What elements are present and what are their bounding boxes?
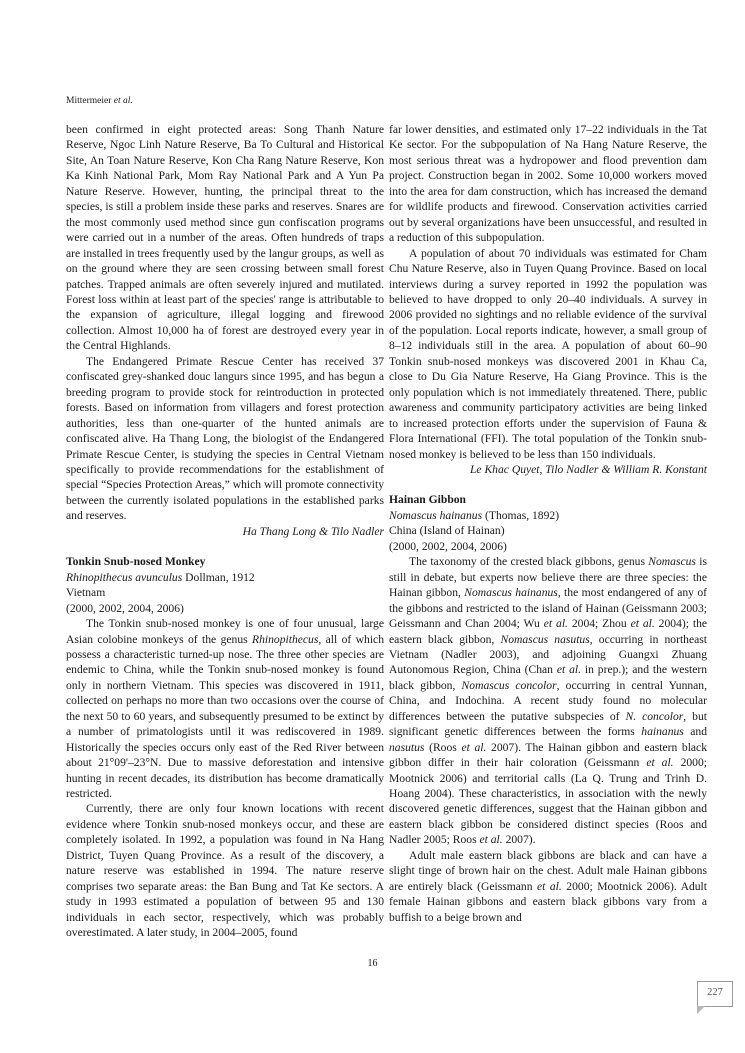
section-gap — [66, 539, 384, 554]
section-heading-hainan: Hainan Gibbon — [389, 493, 467, 507]
text-run: , occurring in northeast Vietnam (Nadler 2003), and adjoining Guangxi Zhuang Autonomous Region, China (Chan — [389, 632, 708, 677]
text-run: , but significant genetic differences between the forms — [389, 709, 707, 739]
right-para-1: far lower densities, and estimated only 17–22 individuals in the Tat Ke sector. For the subpopulation of Na Hang Nature Reserve, the most serious threat was a hydropower and flood prevention dam project. Construction began in 2002. Some 10,000 workers moved into the area for dam construction, which has increased the demand for wildlife products and firewood. Conservation activities carried out by several organizations have been unsuccessful, and resulted in a reduction of this subpopulation. — [389, 123, 707, 245]
tonkin-para-1-a: The Tonkin snub-nosed monkey is one of four unusual, large Asian colobine monkeys of the genus — [66, 617, 384, 646]
italic-term: et al. — [630, 617, 655, 631]
hainan-para-1 — [389, 554, 707, 848]
signature-ha-thang-long: Ha Thang Long & Tilo Nadler — [242, 524, 384, 538]
italic-term: Nomascus nasutus — [500, 632, 590, 646]
right-column — [389, 122, 707, 925]
text-run: 2000; Mootnick 2006) and territorial calls (La Q. Trung and Trinh D. Hoang 2004). These characteristics, in association with the newly discovered genetic differences, suggest that the Hainan gibbon and eastern black gibbon be considered distinct species (Roos and Nadler 2005; Roos — [389, 756, 707, 847]
italic-term: et al. — [646, 756, 674, 770]
italic-term: et al. — [556, 663, 582, 677]
text-run: 2007). The Hainan gibbon and eastern black gibbon differ in their hair coloration (Geissmann — [389, 740, 708, 770]
italic-term: Nomascus concolor — [461, 678, 557, 692]
hainan-years: (2000, 2002, 2004, 2006) — [389, 539, 507, 553]
text-run: is still in debate, but experts now believe there are three species: the Hainan gibbon, — [389, 555, 707, 600]
hainan-country: China (Island of Hainan) — [389, 524, 505, 538]
text-run: , occurring in central Yunnan, China, and Indochina. A recent study found no molecular differences between the putative subspecies of — [389, 678, 708, 723]
page-number: 16 — [367, 958, 378, 969]
tonkin-para-1-b: , all of which possess a characteristic turned-up nose. The three other species are endemic to China, while the Tonkin snub-nosed monkey is found only in northern Vietnam. This species was discovered in 1911, collected on perhaps no more than two occasions over the course of the next 50 to 60 years, and subsequently presumed to be extinct by a number of primatologists until it was rediscovered in 1989. Historically the species occurs only east of the Red River between about 21°09'–23°N. Due to massive deforestation and intensive hunting in recent decades, its distribution has become dramatically restricted. — [66, 632, 384, 801]
running-head-etal: et al. — [113, 96, 133, 106]
italic-term: Nomascus — [648, 555, 696, 569]
italic-term: et al. — [461, 740, 487, 754]
tonkin-country: Vietnam — [66, 586, 106, 600]
text-run: The taxonomy of the crested black gibbons, genus — [409, 555, 649, 569]
left-column — [66, 122, 384, 941]
page-corner-label: 227 — [697, 981, 733, 1007]
italic-term: et al. — [537, 879, 562, 893]
page-corner-fold — [697, 1006, 705, 1014]
hainan-sci-name: Nomascus hainanus — [389, 508, 483, 522]
text-run: in prep.); and the western black gibbon, — [389, 663, 707, 692]
tonkin-para-2: Currently, there are only four known locations with recent evidence where Tonkin snub-nosed monkeys occur, and these are completely isolated. In 1992, a population was found in Na Hang District, Tuyen Quang Province. As a result of the discovery, a nature reserve was established in 1994. The nature reserve comprises two separate areas: the Ban Bung and Tat Ke sectors. A study in 1993 estimated a population of between 95 and 130 individuals in each sector, respectively, which was probably overestimated. A later study, in 2004–2005, found — [66, 802, 384, 940]
text-run: 2007). — [502, 833, 536, 847]
tonkin-sci-name: Rhinopithecus avunculus — [66, 570, 183, 584]
tonkin-authority: Dollman, 1912 — [185, 570, 255, 584]
text-run: 2004); the eastern black gibbon, — [389, 617, 708, 646]
text-run: Adult male eastern black gibbons are black and can have a slight tinge of brown hair on the chest. Adult male Hainan gibbons are entirely black (Geissmann — [389, 848, 707, 893]
right-para-2: A population of about 70 individuals was estimated for Cham Chu Nature Reserve, also in Tuyen Quang Province. Based on local interviews during a survey reported in 1992 the population was believed to have dropped to only 20–40 individuals. A survey in 2006 provided no sightings and no reliable evidence of the survival of the population. Local reports indicate, however, a small group of 8–12 individuals still in the area. A population of about 60–90 Tonkin snub-nosed monkeys was discovered 2001 in Khau Ca, close to Du Gia Nature Reserve, Ha Giang Province. This is the only population which is not immediately threatened. There, public awareness and community participatory activities are being linked to increased protection efforts under the supervision of Fauna & Flora International (FFI). The total population of the Tonkin snub-nosed monkey is believed to be less than 150 individuals. — [389, 246, 707, 461]
italic-term: hainanus — [641, 725, 684, 739]
italic-term: et al. — [543, 617, 568, 631]
section-gap-right — [389, 477, 707, 492]
hainan-para-2 — [389, 848, 707, 925]
tonkin-scientific-name — [66, 570, 384, 585]
hainan-scientific-name — [389, 508, 707, 523]
running-head — [66, 96, 133, 106]
text-run: 2000; Mootnick 2006). Adult female Hainan gibbons and eastern black gibbons vary from a buffish to a beige brown and — [389, 879, 707, 924]
italic-term: Nomascus hainanus — [464, 586, 558, 600]
italic-term: et al. — [479, 833, 503, 847]
italic-term: nasutus — [389, 740, 425, 754]
text-run: (Roos — [424, 740, 462, 754]
hainan-authority: (Thomas, 1892) — [485, 508, 560, 522]
text-run: 2004; Zhou — [567, 617, 631, 631]
text-run: , the most endangered of any of the gibbons and restricted to the island of Hainan (Geissmann 2003; Geissmann and Chan 2004; Wu — [389, 586, 707, 631]
text-run: and — [683, 725, 707, 739]
tonkin-years: (2000, 2002, 2004, 2006) — [66, 601, 184, 615]
signature-le-khac-quyet: Le Khac Quyet, Tilo Nadler & William R. Konstant — [469, 462, 707, 476]
italic-term: N. concolor — [625, 709, 684, 723]
left-para-1: been confirmed in eight protected areas: Song Thanh Nature Reserve, Ngoc Linh Nature Reserve, Ba To Cultural and Historical Site, An Toan Nature Reserve, Kon Cha Rang Nature Reserve, Kon Ka Kinh National Park, Mom Ray National Park and A Yun Pa Nature Reserve. However, hunting, the principal threat to the species, is still a problem inside these parks and reserves. Snares are the most commonly used method since gun confiscation programs were carried out in a number of the areas. Often hundreds of traps are installed in trees frequently used by the langur groups, as well as on the ground where they are seen crossing between small forest patches. Trapped animals are often severely injured and mutilated. Forest loss within at least part of the species' range is attributable to the expansion of agriculture, illegal logging and firewood collection. Almost 10,000 ha of forest are destroyed every year in the Central Highlands. — [66, 123, 384, 353]
section-heading-tonkin: Tonkin Snub-nosed Monkey — [66, 555, 206, 569]
running-head-author: Mittermeier — [66, 96, 112, 106]
left-para-2: The Endangered Primate Rescue Center has received 37 confiscated grey-shanked douc langurs since 1995, and has begun a breeding program to provide stock for reintroduction in protected forests. Based on information from villagers and forest protection authorities, less than one-quarter of the hunted animals are confiscated alive. Ha Thang Long, the biologist of the Endangered Primate Rescue Center, is studying the species in Central Vietnam specifically to provide recommendations for the establishment of special “Species Protection Areas,” which will promote connectivity between the currently isolated populations in the established parks and reserves. — [66, 354, 384, 523]
tonkin-genus: Rhinopithecus — [252, 632, 319, 646]
tonkin-para-1 — [66, 616, 384, 801]
